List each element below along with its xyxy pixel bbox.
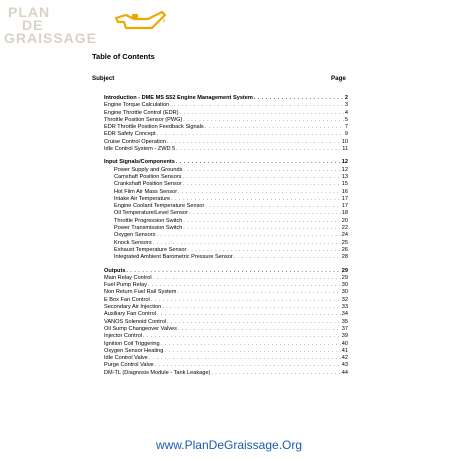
toc-entry-page: 30 [341,289,348,296]
toc-entry-label: Engine Coolant Temperature Sensor [114,203,205,210]
toc-entry-label: Cruise Control Operation [104,138,166,145]
toc-entry-page: 33 [341,304,348,311]
toc-entry-page: 44 [341,369,348,376]
toc-entry[interactable] [104,275,348,282]
toc-entry[interactable] [104,174,348,181]
dot-leader [211,370,340,377]
dot-leader [176,159,341,166]
toc-entry-page: 5 [344,116,348,123]
toc-entry-label: Integrated Ambient Barometric Pressure Sensor [114,254,233,261]
toc-entry[interactable] [104,110,348,117]
toc-entry[interactable] [104,333,348,340]
toc-entry-page: 7 [344,124,348,131]
website-footer[interactable]: www.PlanDeGraissage.Org [155,438,303,452]
toc-entry-label: Introduction - DME MS S52 Engine Management System [104,95,253,101]
dot-leader [183,225,340,232]
toc-entry-page: 34 [341,311,348,318]
dot-leader [167,319,341,326]
dot-leader [254,95,344,102]
toc-entry-label: Oil Temperature/Level Sensor [114,210,188,217]
toc-section-heading[interactable] [104,159,348,166]
dot-leader [157,131,344,138]
dot-leader [148,282,341,289]
toc-entry-page: 17 [341,195,348,202]
dot-leader [183,167,340,174]
toc-entry[interactable] [104,102,348,109]
toc-entry[interactable] [104,304,348,311]
dot-leader [180,110,344,117]
toc-entry-label: Intake Air Temperature [114,195,171,202]
toc-entry-page: 12 [341,159,348,166]
toc-entry-label: Secondary Air Injection [104,304,162,311]
dot-leader [143,333,341,340]
toc-entry-page: 26 [341,246,348,253]
plan-de-graissage-logo [0,0,170,46]
toc-section-heading[interactable] [104,95,348,102]
toc-entry-page: 40 [341,340,348,347]
toc-entry-page: 12 [341,166,348,173]
toc-entry-label: Injector Control [104,333,142,340]
toc-entry-page: 22 [341,225,348,232]
toc-entry-page: 2 [344,95,348,101]
toc-entry[interactable] [104,247,348,254]
toc-section [104,159,348,261]
toc-entry-label: Crankshaft Position Sensor [114,181,182,188]
toc-entry-page: 18 [341,210,348,217]
toc-entry-label: VANOS Solenoid Control [104,318,167,325]
dot-leader [153,275,341,282]
dot-leader [157,311,341,318]
dot-leader [126,268,340,275]
toc-entry[interactable] [104,311,348,318]
toc-entry-page: 9 [344,131,348,138]
toc-entry[interactable] [104,297,348,304]
dot-leader [164,348,340,355]
toc-entry[interactable] [104,289,348,296]
toc-entry-page: 16 [341,188,348,195]
toc-entry-label: Oxygen Sensor Heating [104,347,164,354]
dot-leader [177,289,340,296]
toc-entry-page: 37 [341,325,348,332]
toc-entry-label: Power Transmission Switch [114,225,183,232]
toc-entry-page: 30 [341,282,348,289]
toc-entry-label: Exhaust Temperature Sensor [114,246,187,253]
toc-entry-page: 29 [341,274,348,281]
dot-leader [149,355,341,362]
toc-entry[interactable] [104,181,348,188]
toc-entry-label: Ignition Coil Triggering [104,340,160,347]
dot-leader [178,326,341,333]
toc-section-heading[interactable] [104,268,348,275]
toc-entry[interactable] [104,225,348,232]
dot-leader [178,189,341,196]
toc-entry-label: Non Return Fuel Rail System [104,289,177,296]
toc-entry-label: Fuel Pump Relay [104,282,147,289]
toc-entry-label: Idle Control System - ZWD 5 [104,146,176,153]
dot-leader [161,341,341,348]
toc-entry-label: Throttle Position Sensor (PWG) [104,116,183,123]
toc-entry[interactable] [104,196,348,203]
toc-section [104,95,348,153]
dot-leader [170,102,344,109]
toc-entry[interactable] [104,341,348,348]
toc-entry-label: E Box Fan Control [104,296,150,303]
toc-entry-page: 15 [341,181,348,188]
toc-entry-label: Camshaft Position Sensors [114,173,182,180]
toc-entry-page: 42 [341,355,348,362]
dot-leader [151,297,341,304]
toc-entry-label: Hot Film Air Mass Sensor [114,188,178,195]
toc-entry-label: Throttle Progression Switch [114,217,183,224]
toc-entry-label: EDR Safety Concept [104,131,156,138]
toc-entry[interactable] [104,240,348,247]
toc-entry[interactable] [104,232,348,239]
toc-entry-page: 32 [341,296,348,303]
dot-leader [189,210,341,217]
oil-can-icon [112,6,168,36]
toc-entry-page: 13 [341,173,348,180]
toc-entry[interactable] [104,348,348,355]
toc-entry[interactable] [104,117,348,124]
toc-entry[interactable] [104,254,348,261]
toc-entry-label: Power Supply and Grounds [114,166,183,173]
toc-entry-page: 10 [341,138,348,145]
toc-entry-page: 28 [341,254,348,261]
toc-entry[interactable] [104,146,348,153]
logo-line-graissage: GRAISSAGE [4,30,98,46]
toc-entry-page: 43 [341,362,348,369]
toc-entry[interactable] [104,326,348,333]
toc-entry-page: 3 [344,102,348,109]
dot-leader [171,196,341,203]
toc-entry-label: DM-TL (Diagnosis Module - Tank Leakage) [104,369,211,376]
toc-entry-label: Idle Control Valve [104,355,148,362]
toc-entry-page: 4 [344,109,348,116]
toc-entry[interactable] [104,131,348,138]
toc-entry-label: Oil Sump Changeover Valves [104,325,177,332]
dot-leader [176,146,341,153]
page-title: Table of Contents [92,52,155,61]
dot-leader [156,232,340,239]
toc-entry-page: 24 [341,232,348,239]
toc-entry-page: 25 [341,239,348,246]
toc-entry[interactable] [104,355,348,362]
toc-entry-label: Input Signals/Components [104,159,175,166]
logo-line-de: DE [22,17,44,33]
toc-entry-label: Knock Sensors [114,239,152,246]
toc-entry-page: 11 [342,146,348,153]
toc-entry-page: 35 [341,318,348,325]
toc-entry[interactable] [104,370,348,377]
toc-entry[interactable] [104,139,348,146]
toc-entry-page: 20 [341,217,348,224]
toc-entry[interactable] [104,218,348,225]
toc-entry-page: 17 [341,203,348,210]
subject-column-header: Subject [92,75,115,82]
table-of-contents [104,95,348,383]
dot-leader [155,362,341,369]
toc-entry[interactable] [104,124,348,131]
toc-entry-label: EDR Throttle Position Feedback Signals [104,124,204,131]
toc-entry-label: Engine Torque Calculation [104,102,170,109]
dot-leader [187,247,340,254]
page-column-header: Page [331,75,346,82]
toc-entry-label: Auxiliary Fan Control [104,311,156,318]
dot-leader [153,240,341,247]
dot-leader [205,203,340,210]
toc-entry-label: Engine Throttle Control (EDR) [104,109,179,116]
toc-entry-label: Outputs [104,267,126,274]
toc-entry-label: Oxygen Sensors [114,232,156,239]
toc-entry[interactable] [104,210,348,217]
dot-leader [162,304,341,311]
toc-entry[interactable] [104,189,348,196]
dot-leader [167,139,341,146]
toc-section [104,268,348,377]
toc-entry[interactable] [104,167,348,174]
toc-entry[interactable] [104,362,348,369]
dot-leader [234,254,341,261]
toc-entry-label: Main Relay Control [104,274,152,281]
dot-leader [183,181,341,188]
dot-leader [205,124,344,131]
dot-leader [182,174,340,181]
toc-entry[interactable] [104,203,348,210]
toc-entry-label: Purge Control Valve [104,362,154,369]
toc-entry-page: 29 [341,267,348,274]
dot-leader [183,117,344,124]
logo-line-plan: PLAN [8,4,51,20]
dot-leader [183,218,340,225]
toc-entry-page: 41 [341,347,348,354]
toc-entry-page: 39 [341,333,348,340]
toc-entry[interactable] [104,319,348,326]
toc-entry[interactable] [104,282,348,289]
